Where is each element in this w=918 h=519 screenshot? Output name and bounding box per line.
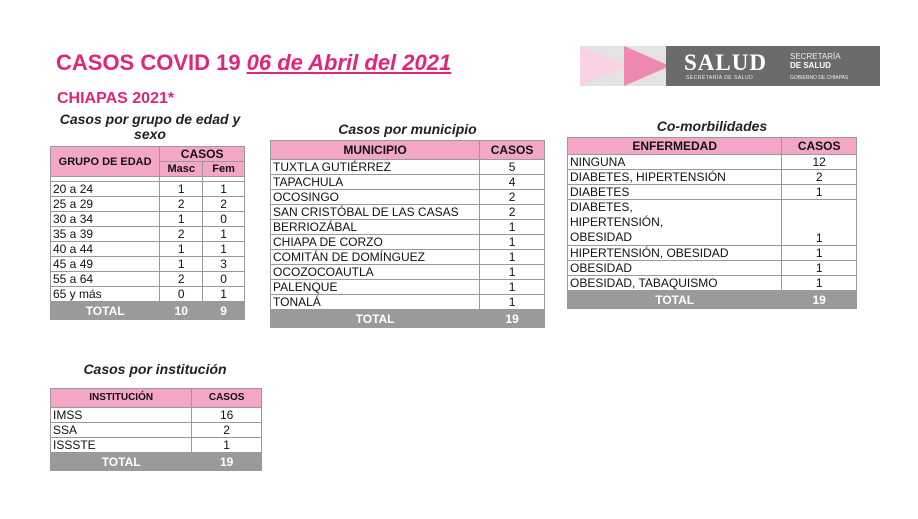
total-row bbox=[568, 291, 857, 309]
comorb-caption: Co-morbilidades bbox=[656, 118, 768, 134]
edad-caption: Casos por grupo de edad y sexo bbox=[59, 111, 241, 142]
table-cell: 0 bbox=[203, 212, 245, 227]
table-row bbox=[51, 212, 245, 227]
table-cell: 1 bbox=[203, 182, 245, 197]
table-cell: DIABETES, HIPERTENSIÓN bbox=[568, 170, 782, 185]
institucion-caption: Casos por institución bbox=[83, 361, 227, 377]
table-cell: 0 bbox=[160, 287, 203, 302]
table-cell: 35 a 39 bbox=[51, 227, 160, 242]
municipio-table bbox=[270, 140, 545, 328]
page-subtitle: CHIAPAS 2021* bbox=[57, 90, 175, 107]
table-cell: 16 bbox=[192, 408, 262, 423]
total-row bbox=[51, 302, 245, 320]
salud-logo bbox=[580, 46, 880, 90]
table-cell: HIPERTENSIÓN, OBESIDAD bbox=[568, 246, 782, 261]
table-cell: 65 y más bbox=[51, 287, 160, 302]
table-cell: 2 bbox=[192, 423, 262, 438]
edad-table bbox=[50, 146, 245, 320]
table-row bbox=[271, 220, 545, 235]
table-cell: 20 a 24 bbox=[51, 182, 160, 197]
table-row bbox=[271, 175, 545, 190]
municipio-caption: Casos por municipio bbox=[338, 121, 477, 137]
edad-header-fem: Fem bbox=[203, 162, 245, 177]
table-row bbox=[271, 235, 545, 250]
table-cell: TAPACHULA bbox=[271, 175, 480, 190]
edad-header-masc: Masc bbox=[160, 162, 203, 177]
logo-tagline: SECRETARÍA DE SALUD bbox=[686, 75, 754, 81]
table-cell: 2 bbox=[160, 197, 203, 212]
table-cell: TOTAL bbox=[271, 310, 480, 328]
table-cell: 1 bbox=[782, 200, 857, 246]
table-cell: 1 bbox=[782, 185, 857, 200]
table-cell: 30 a 34 bbox=[51, 212, 160, 227]
comorb-header-name: ENFERMEDAD bbox=[568, 138, 782, 155]
table-cell: 1 bbox=[782, 246, 857, 261]
table-cell: TOTAL bbox=[51, 302, 160, 320]
table-cell: 1 bbox=[480, 220, 545, 235]
table-row bbox=[568, 246, 857, 261]
table-row bbox=[51, 257, 245, 272]
logo-name: SALUD bbox=[684, 50, 767, 75]
table-cell: TONALÁ bbox=[271, 295, 480, 310]
table-cell: 25 a 29 bbox=[51, 197, 160, 212]
table-row bbox=[271, 280, 545, 295]
table-cell: 1 bbox=[480, 250, 545, 265]
table-row bbox=[271, 265, 545, 280]
table-cell: 1 bbox=[480, 295, 545, 310]
table-cell: 1 bbox=[203, 227, 245, 242]
table-cell: NINGUNA bbox=[568, 155, 782, 170]
table-cell: ISSSTE bbox=[51, 438, 192, 453]
table-cell: 1 bbox=[192, 438, 262, 453]
comorb-header-casos: CASOS bbox=[782, 138, 857, 155]
table-row bbox=[51, 438, 262, 453]
table-cell: 9 bbox=[203, 302, 245, 320]
table-cell: OCOZOCOAUTLA bbox=[271, 265, 480, 280]
table-row bbox=[271, 160, 545, 175]
table-cell: SSA bbox=[51, 423, 192, 438]
table-cell: BERRIOZÁBAL bbox=[271, 220, 480, 235]
table-row bbox=[51, 197, 245, 212]
comorb-table bbox=[567, 137, 857, 309]
edad-header-group: GRUPO DE EDAD bbox=[51, 147, 160, 177]
table-row bbox=[271, 295, 545, 310]
table-cell: 19 bbox=[192, 453, 262, 471]
table-cell: 0 bbox=[203, 272, 245, 287]
table-cell: 1 bbox=[782, 276, 857, 291]
title-main: CASOS COVID 19 bbox=[56, 50, 241, 75]
table-cell: 1 bbox=[160, 212, 203, 227]
table-row bbox=[51, 182, 245, 197]
table-cell: 1 bbox=[160, 182, 203, 197]
institucion-header-name: INSTITUCIÓN bbox=[51, 389, 192, 408]
table-cell: 2 bbox=[203, 197, 245, 212]
institucion-table bbox=[50, 388, 262, 471]
table-cell: COMITÁN DE DOMÍNGUEZ bbox=[271, 250, 480, 265]
logo-chevron-light bbox=[580, 46, 626, 86]
table-row bbox=[271, 250, 545, 265]
table-cell: 1 bbox=[203, 242, 245, 257]
table-row bbox=[51, 242, 245, 257]
logo-gobierno: GOBIERNO DE CHIAPAS bbox=[790, 75, 849, 81]
table-cell: 1 bbox=[160, 242, 203, 257]
table-cell: TUXTLA GUTIÉRREZ bbox=[271, 160, 480, 175]
table-row bbox=[51, 287, 245, 302]
table-row bbox=[51, 423, 262, 438]
table-cell: 2 bbox=[160, 272, 203, 287]
table-cell: 1 bbox=[160, 257, 203, 272]
table-cell: TOTAL bbox=[51, 453, 192, 471]
table-cell: DIABETES bbox=[568, 185, 782, 200]
table-row bbox=[568, 170, 857, 185]
institucion-header-casos: CASOS bbox=[192, 389, 262, 408]
table-cell: DIABETES, HIPERTENSIÓN, OBESIDAD bbox=[568, 200, 782, 246]
table-cell: CHIAPA DE CORZO bbox=[271, 235, 480, 250]
table-row bbox=[568, 155, 857, 170]
table-cell: SAN CRISTÓBAL DE LAS CASAS bbox=[271, 205, 480, 220]
table-row bbox=[271, 205, 545, 220]
table-cell: 1 bbox=[203, 287, 245, 302]
table-cell: IMSS bbox=[51, 408, 192, 423]
table-cell: 2 bbox=[160, 227, 203, 242]
logo-chevron-pink bbox=[624, 46, 670, 86]
table-cell: 3 bbox=[203, 257, 245, 272]
table-row bbox=[568, 261, 857, 276]
table-cell: 12 bbox=[782, 155, 857, 170]
table-row bbox=[51, 408, 262, 423]
table-cell: 2 bbox=[480, 190, 545, 205]
table-cell: OBESIDAD, TABAQUISMO bbox=[568, 276, 782, 291]
table-row bbox=[568, 276, 857, 291]
table-row bbox=[51, 227, 245, 242]
table-cell: OBESIDAD bbox=[568, 261, 782, 276]
municipio-header-name: MUNICIPIO bbox=[271, 141, 480, 160]
table-cell: 5 bbox=[480, 160, 545, 175]
table-cell: 19 bbox=[480, 310, 545, 328]
municipio-header-casos: CASOS bbox=[480, 141, 545, 160]
table-row bbox=[271, 190, 545, 205]
table-cell: 55 a 64 bbox=[51, 272, 160, 287]
table-row bbox=[51, 272, 245, 287]
table-row bbox=[568, 200, 857, 246]
table-cell: 2 bbox=[480, 205, 545, 220]
table-cell: 1 bbox=[480, 235, 545, 250]
table-cell: 40 a 44 bbox=[51, 242, 160, 257]
title-date: 06 de Abril del 2021 bbox=[246, 50, 452, 75]
table-cell: 45 a 49 bbox=[51, 257, 160, 272]
table-cell: 2 bbox=[782, 170, 857, 185]
page-title bbox=[56, 50, 451, 76]
table-cell: 10 bbox=[160, 302, 203, 320]
table-cell: 1 bbox=[480, 280, 545, 295]
table-cell: 4 bbox=[480, 175, 545, 190]
edad-header-casos: CASOS bbox=[160, 147, 245, 162]
table-cell: 1 bbox=[782, 261, 857, 276]
table-cell: PALENQUE bbox=[271, 280, 480, 295]
table-row bbox=[568, 185, 857, 200]
logo-secretaria: SECRETARÍA DE SALUD bbox=[790, 52, 841, 70]
table-cell: 1 bbox=[480, 265, 545, 280]
table-cell: OCOSINGO bbox=[271, 190, 480, 205]
total-row bbox=[51, 453, 262, 471]
total-row bbox=[271, 310, 545, 328]
table-cell: TOTAL bbox=[568, 291, 782, 309]
table-cell: 19 bbox=[782, 291, 857, 309]
